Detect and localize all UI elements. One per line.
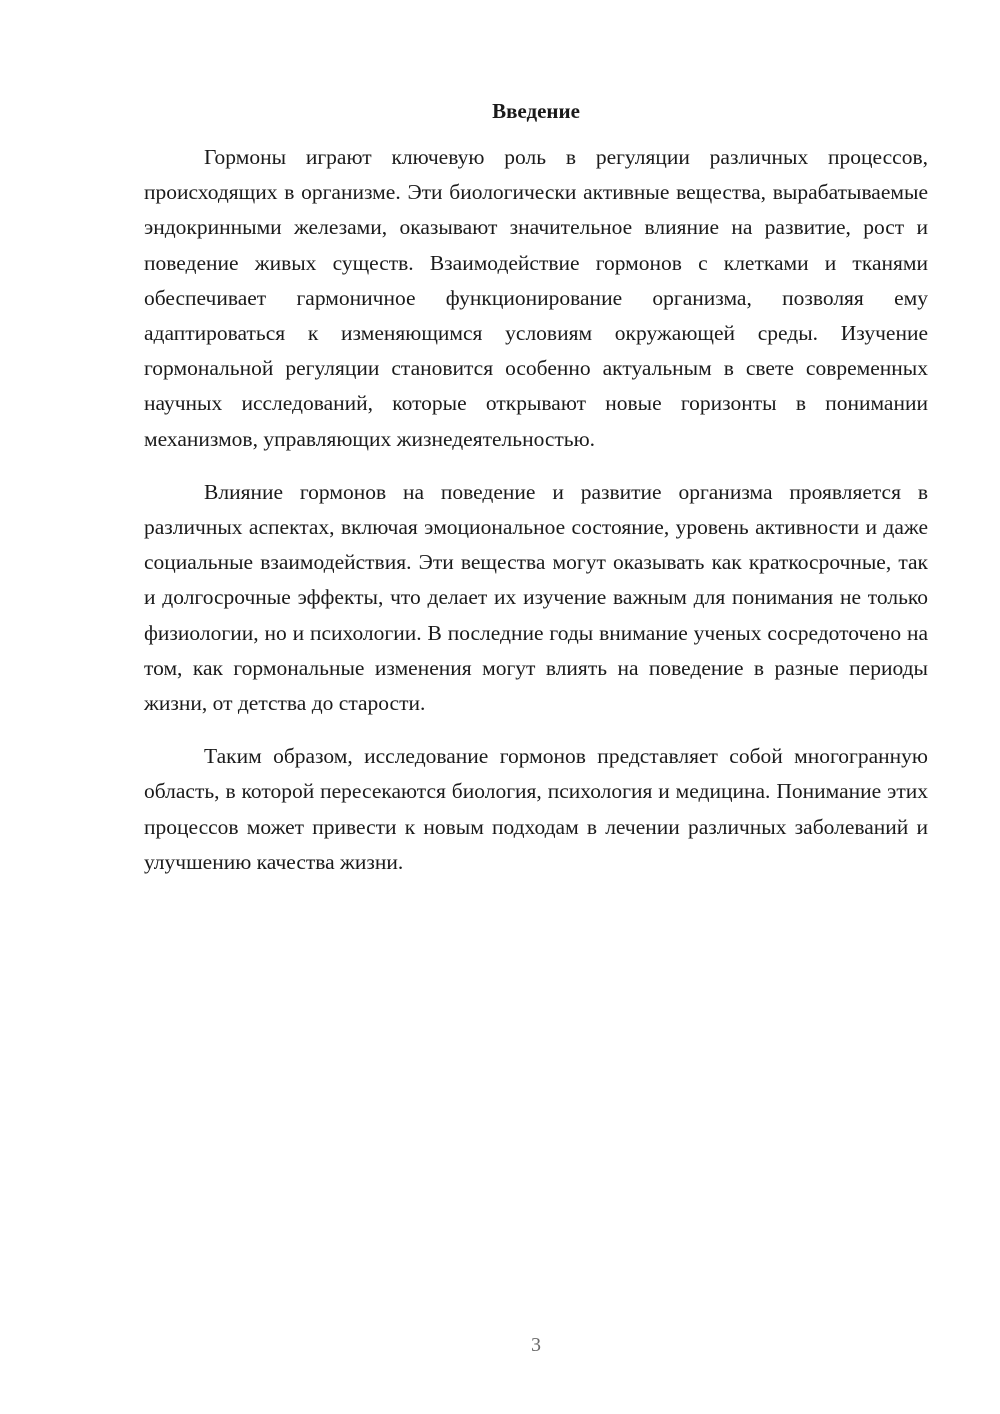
paragraph-behavior: Влияние гормонов на поведение и развитие организма проявляется в различных аспектах, включая эмоциональное состояние, уровень активности и даже социальные взаимодействия. Эти вещества могут оказывать как краткосрочные, так и долгосрочные эффекты, что делает их изучение важным для понимания не только физиологии, но и психологии. В последние годы внимание ученых сосредоточено на том, как гормональные изменения могут влиять на поведение в разные периоды жизни, от детства до старости. <box>144 479 928 716</box>
page-number: 3 <box>531 1334 541 1356</box>
body-text <box>144 140 928 898</box>
paragraph-intro: Гормоны играют ключевую роль в регуляции различных процессов, происходящих в организме. Эти биологически активные вещества, вырабатываемые эндокринными железами, оказывают значительное влияние на развитие, рост и поведение живых существ. Взаимодействие гормонов с клетками и тканями обеспечивает гармоничное функционирование организма, позволяя ему адаптироваться к изменяющимся условиям окружающей среды. Изучение гормональной регуляции становится особенно актуальным в свете современных научных исследований, которые открывают новые горизонты в понимании механизмов, управляющих жизнедеятельностью. <box>144 145 928 451</box>
paragraph-conclusion: Таким образом, исследование гормонов представляет собой многогранную область, в которой пересекаются биология, психология и медицина. Понимание этих процессов может привести к новым подходам в лечении различных заболеваний и улучшению качества жизни. <box>144 744 928 874</box>
section-heading: Введение <box>492 99 580 123</box>
